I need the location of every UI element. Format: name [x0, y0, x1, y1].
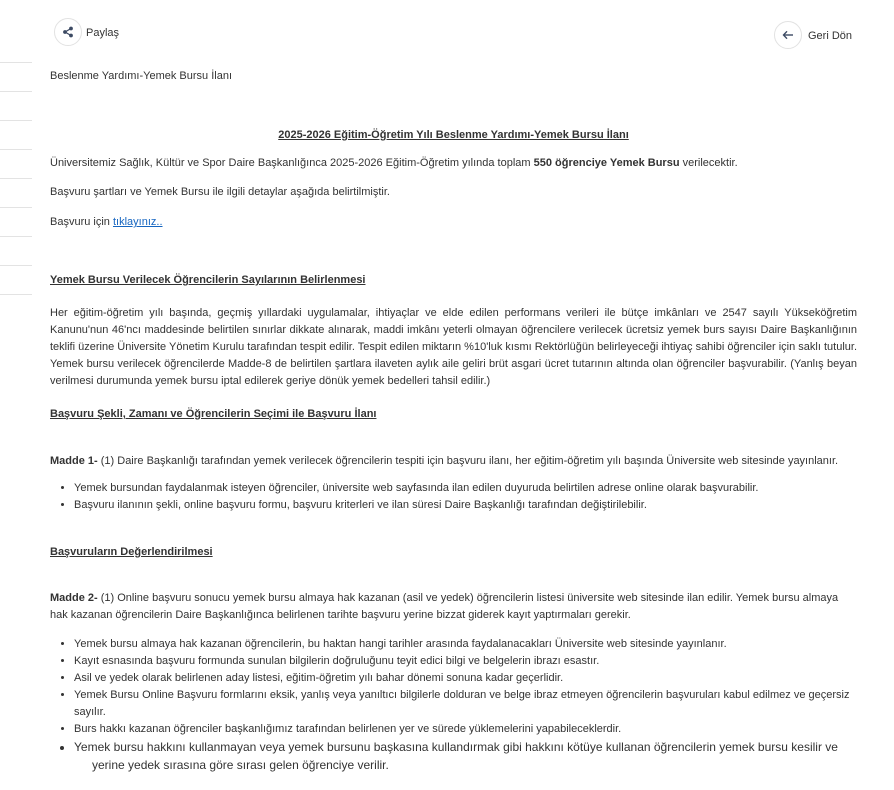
- list-item: • Asil ve yedek olarak belirlenen aday listesi, eğitim-öğretim yılı bahar dönemi sonuna kadar geçerlidir.: [74, 670, 857, 687]
- sidebar-divider: [0, 149, 32, 150]
- sidebar-divider: [0, 207, 32, 208]
- list-item: [74, 738, 857, 774]
- intro-paragraph: [50, 155, 857, 172]
- madde-2-text: (1) Online başvuru sonucu yemek bursu almaya hak kazanan (asil ve yedek) öğrencilerin listesi üniversite web sitesinde ilan edilir. Yemek bursu almaya hak kazanan öğrencilerin Daire Başkanlığınca belirlenen tarihte başvuru yerine bizzat giderek kayıt yaptırmaları gerekir.: [50, 592, 839, 621]
- intro-text-end: verilecektir.: [679, 157, 738, 169]
- madde-2-label: Madde 2-: [50, 592, 98, 604]
- apply-link[interactable]: tıklayınız..: [112, 216, 163, 228]
- sidebar-divider: [0, 91, 32, 92]
- madde-2-list: [50, 636, 857, 774]
- details-paragraph: Başvuru şartları ve Yemek Bursu ile ilgili detaylar aşağıda belirtilmiştir.: [50, 186, 390, 198]
- apply-paragraph: [50, 214, 857, 231]
- share-label[interactable]: Paylaş: [86, 27, 120, 39]
- sidebar-divider: [0, 120, 32, 121]
- madde-1-list: [50, 480, 857, 514]
- back-button[interactable]: [774, 21, 802, 49]
- madde-1-paragraph: [50, 453, 857, 470]
- list-item: • Yemek Bursu Online Başvuru formlarını eksik, yanlış veya yanıltıcı bilgilerle dolduran ve belge ibraz etmeyen öğrencilerin başvuruları kabul edilmez ve geçersiz sayılır.: [74, 687, 857, 721]
- madde-1-text: (1) Daire Başkanlığı tarafından yemek verilecek öğrencilerin tespiti için başvuru ilanı, her eğitim-öğretim yılı başında Üniversite web sitesinde yayınlanır.: [97, 455, 839, 467]
- section-heading-3: Başvuruların Değerlendirilmesi: [50, 546, 213, 558]
- apply-prefix: Başvuru için: [50, 216, 113, 228]
- sidebar-divider: [0, 236, 32, 237]
- sidebar-divider: [0, 265, 32, 266]
- sidebar-divider: [0, 178, 32, 179]
- list-item: • Başvuru ilanının şekli, online başvuru formu, başvuru kriterleri ve ilan süresi Daire Başkanlığı tarafından değiştirilebilir.: [74, 497, 857, 514]
- sidebar-divider: [0, 62, 32, 63]
- list-item: • Yemek bursu almaya hak kazanan öğrencilerin, bu haktan hangi tarihler arasında faydalanacakları Üniversite web sitesinde yayınlanır.: [74, 636, 857, 653]
- section-heading-1: Yemek Bursu Verilecek Öğrencilerin Sayılarının Belirlenmesi: [50, 274, 366, 286]
- sidebar-divider: [0, 294, 32, 295]
- list-item: • Yemek bursundan faydalanmak isteyen öğrenciler, üniversite web sayfasında ilan edilen duyuruda belirtilen adrese online olarak başvurabilir.: [74, 480, 857, 497]
- share-button[interactable]: [54, 18, 82, 46]
- announcement-title: 2025-2026 Eğitim-Öğretim Yılı Beslenme Yardımı-Yemek Bursu İlanı: [278, 129, 629, 141]
- list-item-line: yerine yedek sırasına göre sırası gelen öğrenciye verilir.: [92, 758, 389, 772]
- section-1-paragraph: Her eğitim-öğretim yılı başında, geçmiş yıllardaki uygulamalar, ihtiyaçlar ve elde edilen performans verileri ile bütçe imkânları ve 2547 sayılı Yükseköğretim Kanunu'nun 46'ncı maddesinde belirtilen sınırlar dikkate alınarak, maddi imkânı yeterli olmayan öğrencilere verilecek ücretsiz yemek burs sayısı Daire Başkanlığının teklifi üzerine Üniversite Yönetim Kurulu tarafından tespit edilir. Tespit edilen miktarın %10'luk kısmı Rektörlüğün belirleyeceği ihtiyaç sahibi öğrenciler için saklı tutulur. Yemek bursu verilecek öğrencilerde Madde-8 de belirtilen şartlara ilaveten aylık aile geliri brüt asgari ücret tutarının altında olan öğrenciler başvurabilir. (Yanlış beyan verilmesi durumunda yemek bursu iptal edilerek geriye dönük yemek bedelleri tahsil edilir.): [50, 307, 857, 387]
- list-item: • Kayıt esnasında başvuru formunda sunulan bilgilerin doğruluğunu teyit edici bilgi ve belgelerin ibrazı esastır.: [74, 653, 857, 670]
- madde-2-paragraph: [50, 590, 857, 624]
- arrow-left-icon: [782, 30, 794, 40]
- section-heading-2: Başvuru Şekli, Zamanı ve Öğrencilerin Seçimi ile Başvuru İlanı: [50, 408, 377, 420]
- back-label[interactable]: Geri Dön: [808, 30, 853, 42]
- share-icon: [62, 26, 74, 38]
- list-item-line: • Yemek bursu hakkını kullanmayan veya yemek bursunu başkasına kullandırmak gibi hakkını kötüye kullanan öğrencilerin yemek bursu kesilir ve: [74, 740, 838, 754]
- list-item: • Burs hakkı kazanan öğrenciler başkanlığımız tarafından belirlenen yer ve sürede yüklemelerini yapabileceklerdir.: [74, 721, 857, 738]
- intro-text: Üniversitemiz Sağlık, Kültür ve Spor Daire Başkanlığınca 2025-2026 Eğitim-Öğretim yılında toplam: [50, 157, 534, 169]
- madde-1-label: Madde 1-: [50, 455, 98, 467]
- intro-highlight: 550 öğrenciye Yemek Bursu: [533, 157, 680, 169]
- page-title: Beslenme Yardımı-Yemek Bursu İlanı: [50, 70, 232, 82]
